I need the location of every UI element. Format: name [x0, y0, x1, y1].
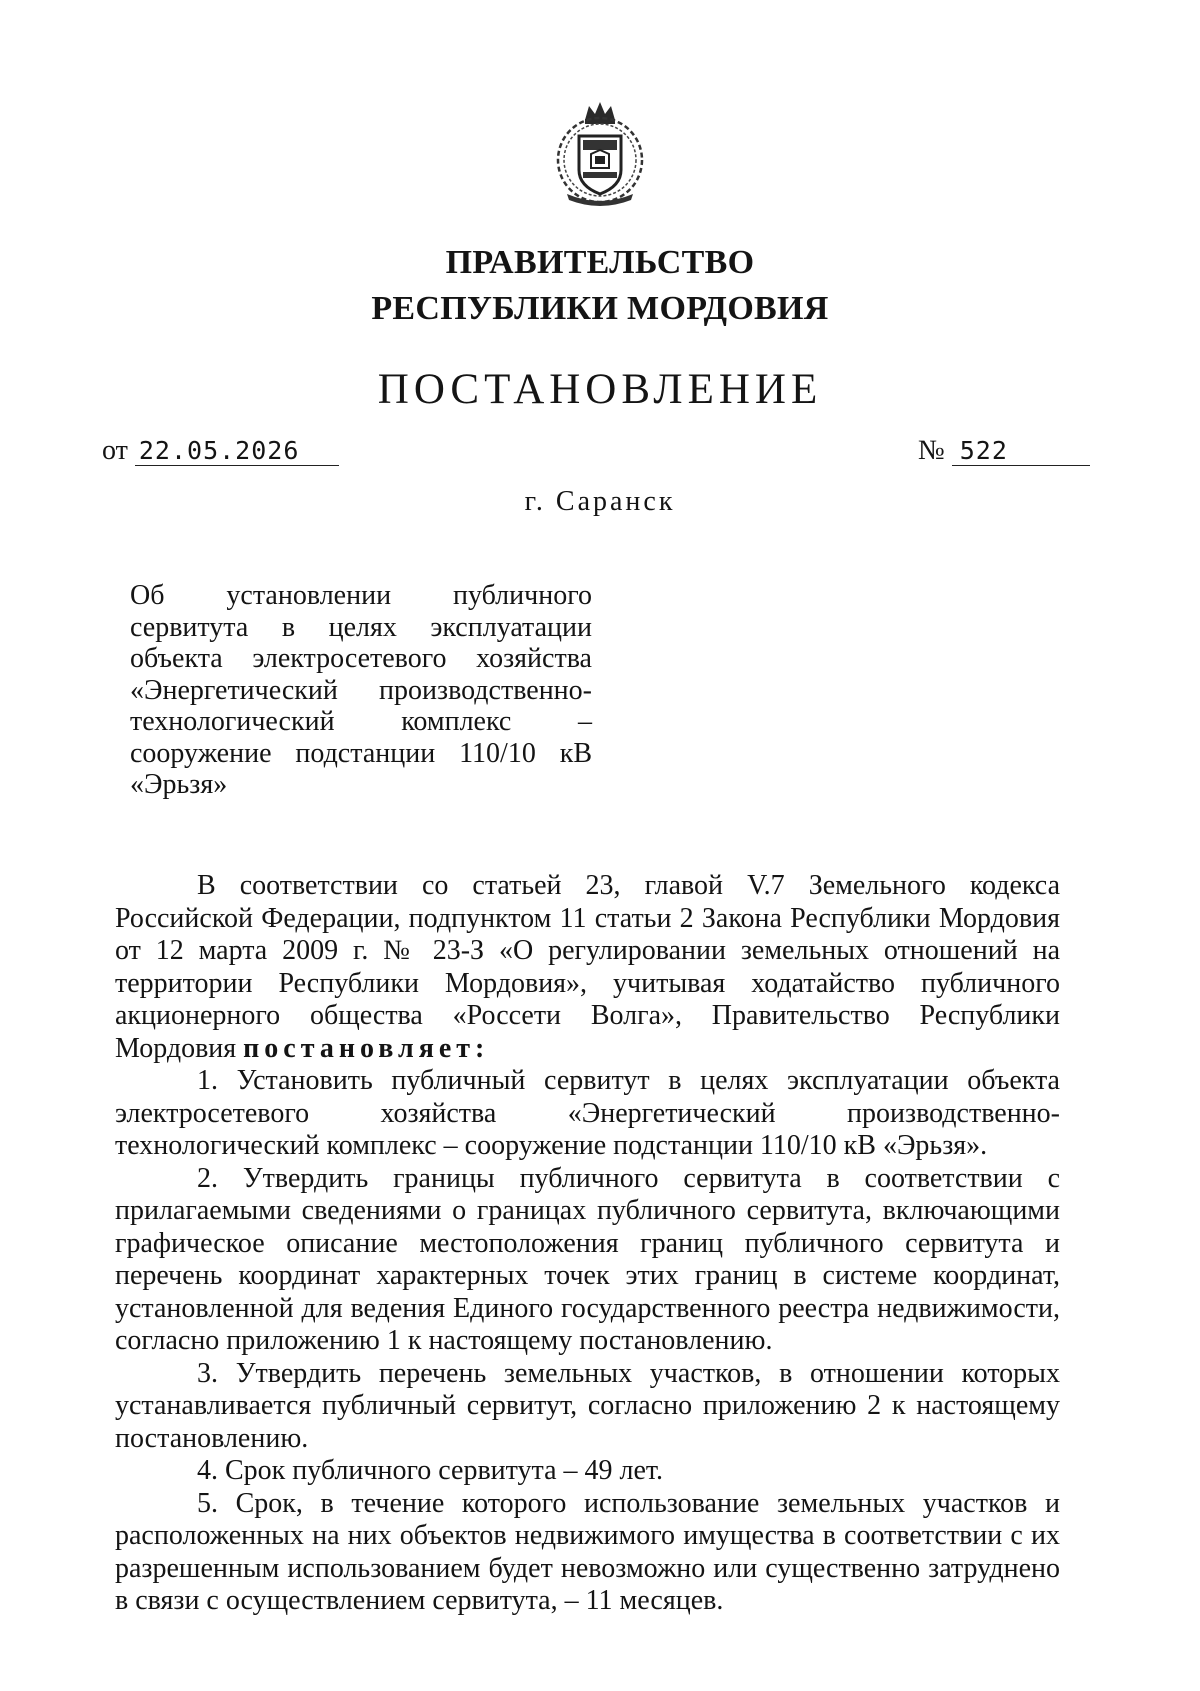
decree-item: 3. Утвердить перечень земельных участков, в отношении которых устанавливается публичный сервитут, согласно приложению 2 к настоящему постановлению. [115, 1357, 1060, 1454]
document-type-title: ПОСТАНОВЛЕНИЕ [377, 366, 823, 413]
number-prefix: № [918, 435, 945, 466]
subject-line: объекта электросетевого хозяйства [130, 643, 592, 674]
decree-item: 5. Срок, в течение которого использование земельных участков и расположенных на них объектов недвижимого имущества в соответствии с их разрешенным использованием будет невозможно или существенно затруднено в связи с осуществлением сервитута, – 11 месяцев. [115, 1487, 1060, 1616]
subject-line: «Эрьзя» [130, 769, 228, 800]
date-prefix: от [102, 435, 128, 466]
decree-item: 4. Срок публичного сервитута – 49 лет. [197, 1455, 664, 1486]
subject-line: Об установлении публичного [130, 580, 592, 611]
decree-word: постановляет: [243, 1032, 490, 1064]
document-body [115, 870, 1060, 1618]
subject-line: «Энергетический производственно- [130, 674, 592, 706]
decree-item: 2. Утвердить границы публичного сервитута в соответствии с прилагаемыми сведениями о границах публичного сервитута, включающими графическое описание местоположения границ публичного сервитута и перечень координат характерных точек этих границ в системе координат, установленной для ведения Единого государственного реестра недвижимости, согласно приложению 1 к настоящему постановлению. [115, 1162, 1060, 1356]
subject-line: технологический комплекс – [130, 706, 592, 737]
subject-line: сооружение подстанции 110/10 кВ [130, 737, 592, 769]
document-subject [130, 580, 592, 801]
date-value: 22.05.2026 [135, 437, 339, 466]
number-field [918, 434, 1090, 468]
preamble-text: В соответствии со статьей 23, главой V.7 Земельного кодекса Российской Федерации, подпунктом 11 статьи 2 Закона Республики Мордовия от 12 марта 2009 г. № 23-З «О регулировании земельных отношений на территории Республики Мордовия», учитывая ходатайство публичного акционерного общества «Россети Волга», Правительство Республики Мордовия [115, 870, 1060, 1064]
coat-of-arms-of-mordovia-icon [545, 98, 655, 208]
government-name-line2: РЕСПУБЛИКИ МОРДОВИЯ [371, 290, 829, 327]
number-value: 522 [952, 437, 1090, 466]
preamble-paragraph [115, 870, 1060, 1065]
decree-item: 1. Установить публичный сервитут в целях эксплуатации объекта электросетевого хозяйства «Энергетический производственно-технологический комплекс – сооружение подстанции 110/10 кВ «Эрьзя». [115, 1065, 1060, 1161]
subject-line: сервитута в целях эксплуатации [130, 611, 592, 643]
city-line: г. Саранск [524, 486, 676, 517]
government-name-line1: ПРАВИТЕЛЬСТВО [445, 244, 755, 281]
date-field [102, 434, 339, 468]
